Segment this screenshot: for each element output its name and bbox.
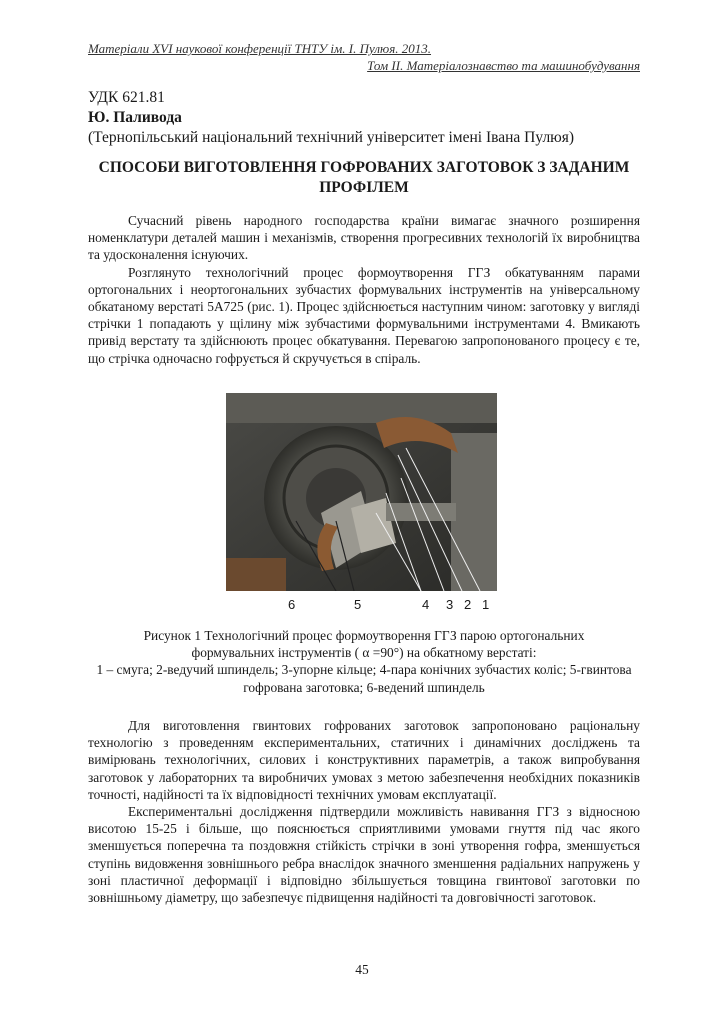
paragraph: Розглянуто технологічний процес формоутворення ГГЗ обкатуванням парами ортогональних і неортогональних зубчастих формувальних інструментів на універсальному обкатаному верстаті 5А725 (рис. 1). Процес здійснюється наступним чином: заготовку у вигляді стрічки 1 попадають у щілину між зубчастими формувальними інструментами 4. Вмикають привід верстату та здійснюють процес обкатування. Перевагою запропонованого процесу є те, що стрічка одночасно гофрується й скручується в спіраль. xyxy=(88,264,640,366)
machine-photo xyxy=(226,393,497,591)
caption-legend: 1 – смуга; 2-ведучий шпиндель; 3-упорне кільце; 4-пара конічних зубчастих коліс; 5-гвинтова гофрована заготовка; 6-ведений шпиндель xyxy=(96,662,632,695)
paragraph: Експериментальні дослідження підтвердили можливість навивання ГГЗ з відносною висотою 15-25 і більше, що пояснюється сприятливими умовами гнуття під час якого зменшується поперечна та поздовжня стійкість стрічки в зоні утворення гофра, зменшується ступінь видовження зовнішнього ребра внаслідок значного зменшення радіальних напружень у зоні пластичної деформації і відповідно збільшується товщина гвинтової заготовки по зовнішньому діаметру, що забезпечує підвищення надійності та довговічності заготовок. xyxy=(88,804,640,906)
paragraph: Для виготовлення гвинтових гофрованих заготовок запропоновано раціональну технологію з проведенням експериментальних, статичних і динамічних досліджень та вимірювань технологічних, силових і конструктивних параметрів, а також випробування заготовок у лабораторних та виробничих умовах з метою забезпечення необхідних показників точності, надійності та їх відповідності технічних умовам експлуатації. xyxy=(88,718,640,802)
callout-label: 4 xyxy=(422,597,430,612)
machine-photo-illustration xyxy=(226,393,497,591)
author-name: Ю. Паливода xyxy=(88,109,182,126)
article-title: СПОСОБИ ВИГОТОВЛЕННЯ ГОФРОВАНИХ ЗАГОТОВОК З ЗАДАНИМ ПРОФІЛЕМ xyxy=(98,159,630,196)
caption-line: Рисунок 1 Технологічний процес формоутворення ГГЗ парою ортогональних xyxy=(143,628,585,643)
callout-label: 2 xyxy=(464,597,472,612)
callout-label: 6 xyxy=(288,597,296,612)
callout-label: 5 xyxy=(354,597,362,612)
caption-line: формувальних інструментів ( α =90°) на обкатному верстаті: xyxy=(191,645,537,661)
article-meta xyxy=(88,88,644,148)
udc-code: УДК 621.81 xyxy=(88,89,165,106)
running-header xyxy=(88,40,640,74)
figure-caption xyxy=(90,627,638,696)
body-text-after-figure xyxy=(88,717,640,906)
header-conference: Матеріали XVІ наукової конференції ТНТУ ім. І. Пулюя. 2013. xyxy=(88,41,432,56)
figure-callout-labels xyxy=(226,591,526,615)
paragraph: Сучасний рівень народного господарства країни вимагає значного розширення номенклатури деталей машин і механізмів, створення прогресивних технологій їх виробництва та удосконалення існуючих. xyxy=(88,213,640,263)
header-volume: Том ІІ. Матеріалознавство та машинобудування xyxy=(367,58,640,73)
author-affiliation: (Тернопільський національний технічний університет імені Івана Пулюя) xyxy=(88,129,575,146)
callout-label: 1 xyxy=(482,597,490,612)
page-number: 45 xyxy=(355,962,369,977)
body-text-before-figure xyxy=(88,212,640,367)
callout-label: 3 xyxy=(446,597,454,612)
